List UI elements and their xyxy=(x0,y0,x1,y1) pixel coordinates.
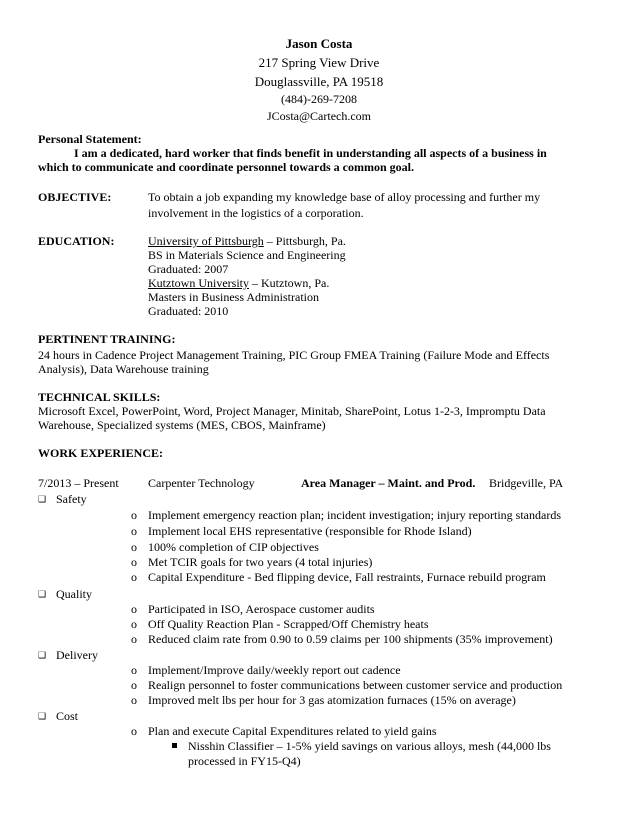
work-dates: 7/2013 – Present xyxy=(38,476,119,490)
circle-bullet-icon: o xyxy=(131,617,137,631)
work-company: Carpenter Technology xyxy=(148,476,255,490)
skills-heading: TECHNICAL SKILLS: xyxy=(38,390,161,404)
safety-item: Implement local EHS representative (responsible for Rhode Island) xyxy=(148,524,472,538)
checkbox-bullet-icon: ❑ xyxy=(38,711,47,721)
school-1-name: University of Pittsburgh xyxy=(148,234,264,248)
education-label: EDUCATION: xyxy=(38,234,115,248)
safety-item: Capital Expenditure - Bed flipping device, Fall restraints, Furnace rebuild program xyxy=(148,570,546,584)
skills-line-2: Warehouse, Specialized systems (MES, CBOS, Mainframe) xyxy=(38,418,326,432)
skills-line-1: Microsoft Excel, PowerPoint, Word, Project Manager, Minitab, SharePoint, Lotus 1-2-3, Impromptu Data xyxy=(38,404,546,418)
education-school-1 xyxy=(148,234,346,249)
phone-number: (484)-269-7208 xyxy=(281,92,357,106)
training-heading: PERTINENT TRAINING: xyxy=(38,332,176,346)
personal-statement-heading: Personal Statement: xyxy=(38,132,142,146)
work-title: Area Manager – Maint. and Prod. xyxy=(301,476,476,490)
circle-bullet-icon: o xyxy=(131,508,137,522)
candidate-name: Jason Costa xyxy=(285,36,353,51)
circle-bullet-icon: o xyxy=(131,602,137,616)
training-line-2: Analysis), Data Warehouse training xyxy=(38,362,209,376)
safety-item: 100% completion of CIP objectives xyxy=(148,540,319,554)
work-heading: WORK EXPERIENCE: xyxy=(38,446,164,460)
school-1-location: – Pittsburgh, Pa. xyxy=(263,234,346,248)
circle-bullet-icon: o xyxy=(131,678,137,692)
category-quality: Quality xyxy=(56,587,92,601)
checkbox-bullet-icon: ❑ xyxy=(38,494,47,504)
quality-item: Off Quality Reaction Plan - Scrapped/Off Chemistry heats xyxy=(148,617,429,631)
degree-1: BS in Materials Science and Engineering xyxy=(148,248,346,262)
delivery-item: Improved melt lbs per hour for 3 gas atomization furnaces (15% on average) xyxy=(148,693,516,707)
circle-bullet-icon: o xyxy=(131,540,137,554)
degree-2: Masters in Business Administration xyxy=(148,290,319,304)
circle-bullet-icon: o xyxy=(131,632,137,646)
graduated-2: Graduated: 2010 xyxy=(148,304,229,318)
quality-item: Participated in ISO, Aerospace customer audits xyxy=(148,602,375,616)
school-2-location: – Kutztown, Pa. xyxy=(249,276,330,290)
circle-bullet-icon: o xyxy=(131,524,137,538)
personal-statement-line-1: I am a dedicated, hard worker that finds benefit in understanding all aspects of a business in xyxy=(74,146,547,160)
work-location: Bridgeville, PA xyxy=(489,476,564,490)
circle-bullet-icon: o xyxy=(131,724,137,738)
category-safety: Safety xyxy=(56,492,87,506)
quality-item: Reduced claim rate from 0.90 to 0.59 claims per 100 shipments (35% improvement) xyxy=(148,632,553,646)
email-address: JCosta@Cartech.com xyxy=(266,109,372,123)
cost-subitem-line-1: Nisshin Classifier – 1-5% yield savings on various alloys, mesh (44,000 lbs xyxy=(188,739,551,753)
cost-subitem-line-2: processed in FY15-Q4) xyxy=(188,754,301,768)
street-address: 217 Spring View Drive xyxy=(258,55,380,70)
objective-line-2: involvement in the logistics of a corporation. xyxy=(148,206,364,220)
personal-statement-line-2: which to communicate and coordinate personnel towards a common goal. xyxy=(38,160,414,174)
cost-item: Plan and execute Capital Expenditures related to yield gains xyxy=(148,724,437,738)
school-2-name: Kutztown University xyxy=(148,276,249,290)
graduated-1: Graduated: 2007 xyxy=(148,262,229,276)
category-cost: Cost xyxy=(56,709,79,723)
safety-item: Met TCIR goals for two years (4 total injuries) xyxy=(148,555,373,569)
checkbox-bullet-icon: ❑ xyxy=(38,589,47,599)
delivery-item: Realign personnel to foster communications between customer service and production xyxy=(148,678,563,692)
education-school-2 xyxy=(148,276,329,291)
checkbox-bullet-icon: ❑ xyxy=(38,650,47,660)
objective-label: OBJECTIVE: xyxy=(38,190,112,204)
training-line-1: 24 hours in Cadence Project Management Training, PIC Group FMEA Training (Failure Mode and Effects xyxy=(38,348,550,362)
circle-bullet-icon: o xyxy=(131,555,137,569)
delivery-item: Implement/Improve daily/weekly report out cadence xyxy=(148,663,401,677)
square-bullet-icon xyxy=(172,743,177,748)
circle-bullet-icon: o xyxy=(131,693,137,707)
objective-line-1: To obtain a job expanding my knowledge base of alloy processing and further my xyxy=(148,190,541,204)
circle-bullet-icon: o xyxy=(131,663,137,677)
circle-bullet-icon: o xyxy=(131,570,137,584)
city-state-zip: Douglassville, PA 19518 xyxy=(254,74,384,89)
safety-item: Implement emergency reaction plan; incident investigation; injury reporting standards xyxy=(148,508,561,522)
category-delivery: Delivery xyxy=(56,648,98,662)
